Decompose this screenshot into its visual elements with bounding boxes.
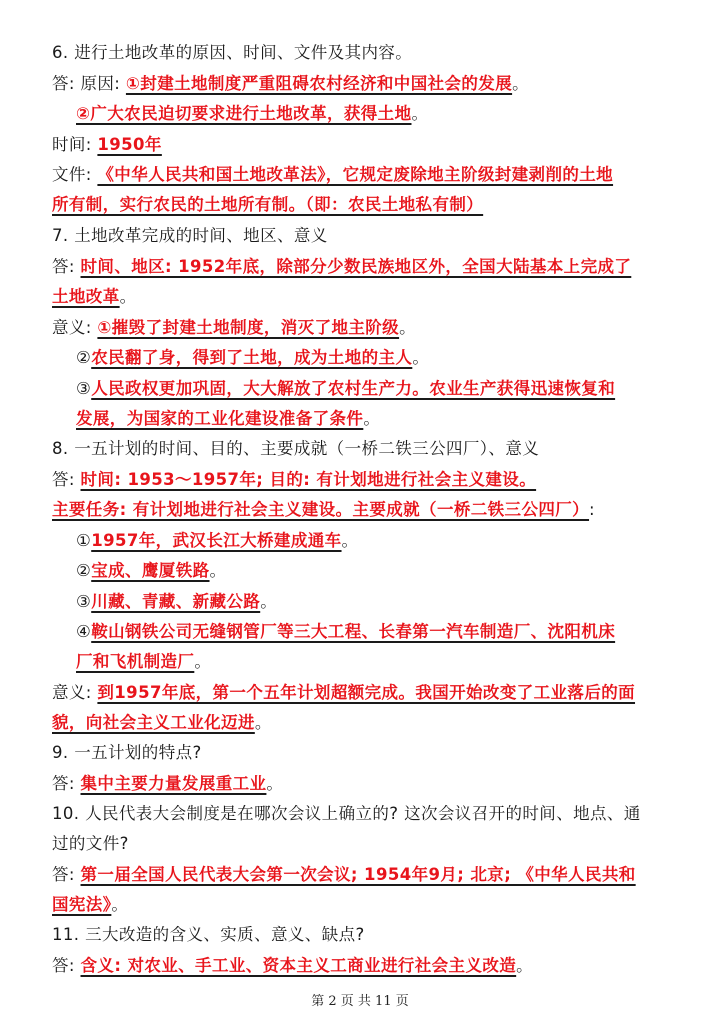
question-text: 11. 三大改造的含义、实质、意义、缺点? <box>52 925 365 944</box>
question-text: ① <box>76 531 92 550</box>
answer-text: 时间、地区: 1952年底，除部分少数民族地区外，全国大陆基本上完成了 <box>80 257 632 276</box>
text-line <box>52 894 128 916</box>
question-text: 6. 进行土地改革的原因、时间、文件及其内容。 <box>52 43 413 62</box>
answer-text: 土地改革 <box>52 287 120 306</box>
question-text: 。 <box>254 713 272 732</box>
text-line <box>52 317 416 339</box>
answer-text: 所有制，实行农民的土地所有制。（即：农民土地私有制） <box>52 195 484 214</box>
question-text: 意义: <box>52 318 98 337</box>
question-text: 答: 原因: <box>52 74 126 93</box>
answer-text: ①封建土地制度严重阻碍农村经济和中国社会的发展 <box>125 74 513 93</box>
question-text: 。 <box>266 774 284 793</box>
question-text: 文件: <box>52 165 98 184</box>
question-text: 。 <box>194 652 212 671</box>
text-line <box>76 530 358 552</box>
question-text: 时间: <box>52 135 98 154</box>
text-line <box>52 42 412 64</box>
text-line <box>76 560 226 582</box>
answer-text: 1957年，武汉长江大桥建成通车 <box>91 531 342 550</box>
answer-text: 含义: 对农业、手工业、资本主义工商业进行社会主义改造 <box>80 956 517 975</box>
text-line <box>76 591 277 613</box>
text-line <box>52 438 539 460</box>
question-text: 答: <box>52 865 81 884</box>
question-text: 。 <box>119 287 137 306</box>
question-text: ④ <box>76 622 92 641</box>
question-text: ② <box>76 561 92 580</box>
question-text: ③ <box>76 379 92 398</box>
text-line <box>52 286 137 308</box>
answer-text: 集中主要力量发展重工业 <box>80 774 267 793</box>
text-line <box>52 864 636 886</box>
answer-text: 主要任务: 有计划地进行社会主义建设。主要成就（一桥二铁三公四厂） <box>52 500 590 519</box>
text-line <box>52 955 533 977</box>
answer-text: 时间: 1953～1957年; 目的: 有计划地进行社会主义建设。 <box>80 470 537 489</box>
text-line <box>52 712 272 734</box>
text-line <box>52 164 613 186</box>
question-text: 答: <box>52 774 81 793</box>
question-text: 答: <box>52 257 81 276</box>
question-text: 。 <box>399 318 416 337</box>
question-text: 9. 一五计划的特点? <box>52 743 202 762</box>
question-text: 。 <box>512 74 529 93</box>
answer-text: 人民政权更加巩固，大大解放了农村生产力。农业生产获得迅速恢复和 <box>91 379 616 398</box>
answer-text: 国宪法》 <box>52 895 112 914</box>
answer-text: 第一届全国人民代表大会第一次会议; 1954年9月; 北京; 《中华人民共和 <box>80 865 636 884</box>
question-text: 。 <box>111 895 129 914</box>
question-text: 答: <box>52 470 81 489</box>
question-text: 7. 土地改革完成的时间、地区、意义 <box>52 226 328 245</box>
text-line <box>52 194 483 216</box>
answer-text: 厂和飞机制造厂 <box>76 652 195 671</box>
text-line <box>76 347 429 369</box>
answer-text: ①摧毁了封建土地制度，消灭了地主阶级 <box>97 318 400 337</box>
question-text: ③ <box>76 592 92 611</box>
question-text: 8. 一五计划的时间、目的、主要成就（一桥二铁三公四厂）、意义 <box>52 439 540 458</box>
answer-text: 1950年 <box>97 135 162 154</box>
answer-text: 鞍山钢铁公司无缝钢管厂等三大工程、长春第一汽车制造厂、沈阳机床 <box>91 622 616 641</box>
question-text: 。 <box>516 956 534 975</box>
text-line <box>76 621 615 643</box>
text-line <box>76 378 615 400</box>
question-text: 。 <box>341 531 359 550</box>
text-line <box>52 833 129 855</box>
question-text: 过的文件? <box>52 834 129 853</box>
question-text: 。 <box>209 561 227 580</box>
question-text: 意义: <box>52 683 98 702</box>
answer-text: 《中华人民共和国土地改革法》，它规定废除地主阶级封建剥削的土地 <box>97 165 614 184</box>
answer-text: 发展，为国家的工业化建设准备了条件 <box>76 409 364 428</box>
question-text: 。 <box>412 348 430 367</box>
question-text: : <box>589 500 596 519</box>
text-line <box>52 682 635 704</box>
text-line <box>76 408 380 430</box>
question-text: 10. 人民代表大会制度是在哪次会议上确立的? 这次会议召开的时间、地点、通 <box>52 804 641 823</box>
answer-text: 川藏、青藏、新藏公路 <box>91 592 261 611</box>
answer-text: 到1957年底，第一个五年计划超额完成。我国开始改变了工业落后的面 <box>97 683 636 702</box>
text-line <box>76 103 428 125</box>
text-line <box>52 225 328 247</box>
question-text: 。 <box>411 104 429 123</box>
answer-text: ②广大农民迫切要求进行土地改革，获得土地 <box>76 104 412 123</box>
question-text: 。 <box>260 592 278 611</box>
text-line <box>52 773 283 795</box>
text-line <box>52 134 162 156</box>
question-text: 。 <box>363 409 381 428</box>
question-text: ② <box>76 348 92 367</box>
text-line <box>52 742 202 764</box>
text-line <box>76 651 211 673</box>
question-text: 答: <box>52 956 81 975</box>
text-line <box>52 73 529 95</box>
text-line <box>52 499 595 521</box>
text-line <box>52 924 365 946</box>
answer-text: 貌，向社会主义工业化迈进 <box>52 713 255 732</box>
text-line <box>52 256 631 278</box>
page-footer: 第 2 页 共 11 页 <box>311 994 409 1009</box>
text-line <box>52 469 536 491</box>
answer-text: 农民翻了身，得到了土地，成为土地的主人 <box>91 348 413 367</box>
text-line <box>52 803 641 825</box>
answer-text: 宝成、鹰厦铁路 <box>91 561 210 580</box>
